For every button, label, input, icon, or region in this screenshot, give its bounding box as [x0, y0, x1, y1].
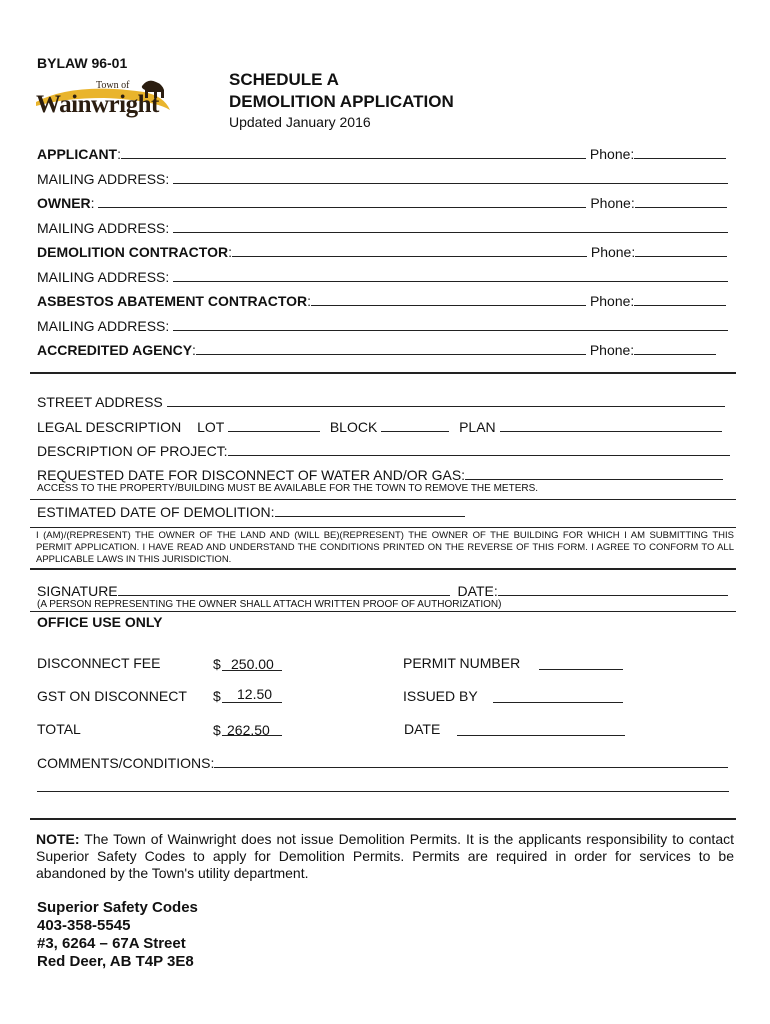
schedule-title: SCHEDULE A [229, 70, 339, 89]
asbestos-phone-field[interactable] [634, 292, 726, 306]
declaration-text: I (AM)/(REPRESENT) THE OWNER OF THE LAND AND (WILL BE)(REPRESENT) THE OWNER OF THE BUILDING FOR WHICH I AM SUBMITTING THIS PERMIT APPLICATION. I HAVE READ AND UNDERSTAND THE CONDITIONS PRINTED ON THE REVERSE OF THIS FORM. I AGREE TO CONFORM TO ALL APPLICABLE LAWS IN THIS JURISDICTION. [36, 530, 734, 565]
note-paragraph [36, 831, 734, 882]
contact-city: Red Deer, AB T4P 3E8 [37, 953, 194, 970]
disconnect-fee-currency: $ [213, 656, 221, 672]
mailing-label: MAILING ADDRESS: [37, 269, 170, 285]
mailing-label: MAILING ADDRESS: [37, 318, 170, 334]
divider [30, 527, 736, 528]
applicant-field[interactable] [121, 145, 586, 159]
applicant-phone-field[interactable] [634, 145, 726, 159]
applicant-mailing-row [37, 170, 728, 187]
street-label: STREET ADDRESS [37, 394, 163, 410]
project-field[interactable] [228, 442, 730, 456]
total-value[interactable]: 262.50 [227, 722, 270, 738]
total-label: TOTAL [37, 721, 81, 737]
project-row [37, 442, 730, 459]
comments-label: COMMENTS/CONDITIONS: [37, 755, 215, 771]
contact-phone: 403-358-5545 [37, 917, 131, 934]
block-label: BLOCK [329, 419, 378, 435]
divider [30, 499, 736, 500]
asbestos-mailing-field[interactable] [173, 317, 728, 331]
contractor-mailing-row [37, 268, 728, 285]
requested-label: REQUESTED DATE FOR DISCONNECT OF WATER AND/OR GAS: [37, 467, 466, 483]
asbestos-field[interactable] [311, 292, 586, 306]
requested-date-field[interactable] [465, 466, 723, 480]
bylaw-number: BYLAW 96-01 [37, 55, 128, 71]
block-field[interactable] [381, 418, 449, 432]
street-field[interactable] [167, 393, 725, 407]
issued-by-field[interactable] [493, 702, 623, 703]
gst-value[interactable]: 12.50 [237, 686, 273, 702]
project-label: DESCRIPTION OF PROJECT: [37, 443, 228, 459]
access-note: ACCESS TO THE PROPERTY/BUILDING MUST BE AVAILABLE FOR THE TOWN TO REMOVE THE METERS. [37, 483, 539, 494]
asbestos-label: ASBESTOS ABATEMENT CONTRACTOR [37, 293, 308, 309]
requested-row [37, 466, 723, 483]
town-logo [34, 76, 174, 120]
comments-field[interactable] [214, 754, 728, 768]
comments-row [37, 754, 728, 771]
applicant-label: APPLICANT [37, 146, 118, 162]
contact-name: Superior Safety Codes [37, 899, 198, 916]
lot-label: LOT [197, 419, 225, 435]
permit-number-field[interactable] [539, 669, 623, 670]
gst-label: GST ON DISCONNECT [37, 688, 187, 704]
form-title: DEMOLITION APPLICATION [229, 92, 454, 111]
asbestos-row: ASBESTOS ABATEMENT CONTRACTOR: Phone: [37, 292, 726, 309]
contractor-field[interactable] [232, 243, 587, 257]
estimated-label: ESTIMATED DATE OF DEMOLITION: [37, 504, 275, 520]
agency-row: ACCREDITED AGENCY: Phone: [37, 341, 716, 358]
office-use-heading: OFFICE USE ONLY [37, 614, 163, 630]
agency-field[interactable] [196, 341, 586, 355]
issued-by-label: ISSUED BY [403, 688, 478, 704]
applicant-mailing-field[interactable] [173, 170, 728, 184]
permit-number-label: PERMIT NUMBER [403, 655, 521, 671]
owner-field[interactable] [98, 194, 586, 208]
owner-row: OWNER: Phone: [37, 194, 727, 211]
legal-label: LEGAL DESCRIPTION [37, 419, 182, 435]
comments-field-line2[interactable] [37, 791, 729, 792]
contractor-phone-label: Phone: [590, 244, 636, 260]
asbestos-phone-label: Phone: [589, 293, 635, 309]
disconnect-fee-label: DISCONNECT FEE [37, 655, 161, 671]
asbestos-mailing-row [37, 317, 728, 334]
owner-phone-field[interactable] [635, 194, 727, 208]
contractor-phone-field[interactable] [635, 243, 727, 257]
divider [30, 818, 736, 820]
lot-field[interactable] [228, 418, 320, 432]
signature-date-label: DATE: [457, 583, 498, 599]
plan-label: PLAN [459, 419, 496, 435]
estimated-date-field[interactable] [275, 503, 465, 517]
estimated-row [37, 503, 465, 520]
total-currency: $ [213, 722, 221, 738]
contractor-row: DEMOLITION CONTRACTOR: Phone: [37, 243, 727, 260]
signature-field[interactable] [118, 582, 450, 596]
contact-block [37, 899, 198, 971]
mailing-label: MAILING ADDRESS: [37, 220, 170, 236]
signature-date-field[interactable] [498, 582, 728, 596]
owner-mailing-field[interactable] [173, 219, 728, 233]
contractor-mailing-field[interactable] [173, 268, 728, 282]
section-divider [30, 372, 736, 374]
divider [30, 568, 736, 570]
contractor-label: DEMOLITION CONTRACTOR [37, 244, 229, 260]
divider [30, 611, 736, 612]
note-text: The Town of Wainwright does not issue Demolition Permits. It is the applicants responsibility to contact Superior Safety Codes to apply for Demolition Permits. Permits are required in order for services to be abandoned by the Town's utility department. [36, 831, 734, 881]
owner-mailing-row [37, 219, 728, 236]
owner-phone-label: Phone: [590, 195, 635, 211]
applicant-row: APPLICANT: Phone: [37, 145, 726, 162]
agency-label: ACCREDITED AGENCY [37, 342, 193, 358]
logo-town-of: Town of [96, 80, 130, 91]
gst-currency: $ [213, 688, 221, 704]
updated-date: Updated January 2016 [229, 114, 371, 130]
office-date-field[interactable] [457, 735, 625, 736]
signature-label: SIGNATURE [37, 583, 118, 599]
plan-field[interactable] [500, 418, 722, 432]
gst-line [222, 702, 282, 703]
contact-street: #3, 6264 – 67A Street [37, 935, 186, 952]
agency-phone-label: Phone: [589, 342, 635, 358]
disconnect-fee-value[interactable]: 250.00 [231, 656, 274, 672]
agency-phone-field[interactable] [634, 341, 716, 355]
legal-row [37, 418, 722, 435]
note-label: NOTE: [36, 831, 80, 847]
applicant-phone-label: Phone: [589, 146, 635, 162]
mailing-label: MAILING ADDRESS: [37, 171, 170, 187]
signature-row [37, 582, 728, 599]
authorization-note: (A PERSON REPRESENTING THE OWNER SHALL ATTACH WRITTEN PROOF OF AUTHORIZATION) [37, 599, 502, 610]
owner-label: OWNER [37, 195, 91, 211]
logo-wainwright: Wainwright [36, 91, 159, 118]
office-date-label: DATE [404, 721, 441, 737]
street-row [37, 393, 725, 410]
